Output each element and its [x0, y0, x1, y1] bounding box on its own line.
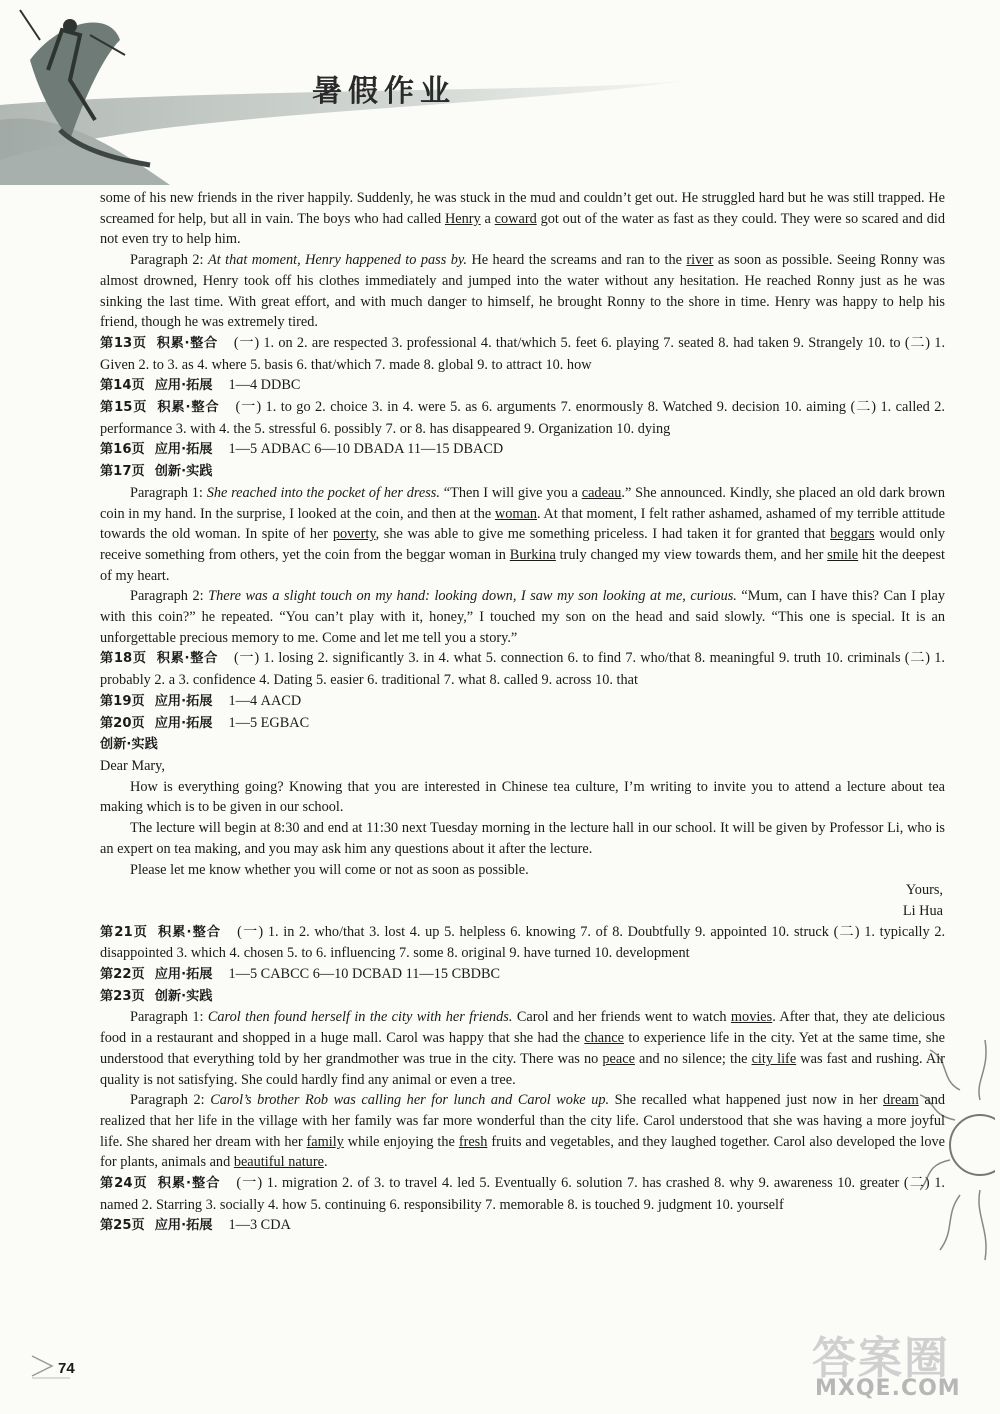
letter-paragraph-1: How is everything going? Knowing that you are interested in Chinese tea culture, I’m writing to invite you to attend a lecture about tea making which is to be given in our school. — [100, 778, 945, 816]
page-23-heading: 第23页 创新·实践 — [100, 988, 213, 1004]
header-title: 暑假作业 — [312, 74, 456, 109]
page-23-paragraph-1: Paragraph 1: Carol then found herself in the city with her friends. Carol and her friends went to watch movies. After that, they ate delicious food in a restaurant and shopped in a huge mall. Carol was happy that she had the chance to experience life in the city. Yet at the same time, she understood that everything told by her grandmother was true in the city. There was no peace and no silence; the city life was fast and rushing. Air quality is not satisfying. She could hardly find any animal or even a tree. — [100, 1009, 946, 1088]
page-16-answers: 第16页 应用·拓展 1—5 ADBAC 6—10 DBADA 11—15 DBACD — [100, 441, 504, 458]
page-19-answers: 第19页 应用·拓展 1—4 AACD — [100, 692, 302, 709]
letter-signature: Li Hua — [902, 902, 943, 919]
page-17-paragraph-1: Paragraph 1: She reached into the pocket of her dress. “Then I will give you a cadeau.” She announced. Kindly, she placed an old dark brown coin in my hand. In the surprise, I looked at the coin, and then at the woman. At that moment, I felt rather ashamed, ashamed of my terrible attitude towards the old woman. In spite of her poverty, she was able to give me something priceless. I had taken it for granted that beggars would only receive something from others, yet the coin from the beggar woman in Burkina truly changed my view towards them, and her smile hit the deepest of my heart. — [100, 484, 945, 584]
page-17-heading: 第17页 创新·实践 — [100, 464, 213, 480]
page-23-paragraph-2: Paragraph 2: Carol’s brother Rob was calling her for lunch and Carol woke up. She recalled what happened just now in her dream and realized that her life in the village with her family was far more wonderful than the city life. Carol understood that she was having a more joyful life. She shared her dream with her family while enjoying the fresh fruits and vegetables, and they laughed together. Carol also developed the love for plants, animals and beautiful nature. — [100, 1092, 946, 1171]
page-18-answers: 第18页 积累·整合 (一) 1. losing 2. significantly 3. in 4. what 5. connection 6. to find 7. who/that 8. meaningful 9. truth 10. criminals (二) 1. probably 2. a 3. confidence 4. Dating 5. easier 6. traditional 7. what 8. called 9. across 10. that — [100, 650, 945, 689]
intro-paragraph-1: some of his new friends in the river happily. Suddenly, he was stuck in the mud and couldn’t get out. He struggled hard but he was still trapped. He screamed for help, but all in vain. The boys who had called Henry a coward got out of the water as fast as they could. They were so scared and did not even try to help him. — [100, 190, 946, 248]
letter-closing: Yours, — [905, 882, 943, 899]
watermark-domain: MXQE.COM — [815, 1376, 961, 1401]
surfer-illustration — [0, 0, 1000, 190]
page-20-creative-heading: 创新·实践 — [100, 737, 158, 753]
letter-paragraph-3: Please let me know whether you will come or not as soon as possible. — [130, 861, 529, 878]
letter-paragraph-2: The lecture will begin at 8:30 and end at 11:30 next Tuesday morning in the lecture hall in our school. It will be given by Professor Li, who is an expert on tea making, and you may ask him any questions about it after the lecture. — [100, 820, 945, 857]
page-15-answers: 第15页 积累·整合 (一) 1. to go 2. choice 3. in 4. were 5. as 6. arguments 7. enormously 8. Watched 9. decision 10. aiming (二) 1. called 2. performance 3. with 4. the 5. stressful 6. possibly 7. or 8. has disappeared 9. Organization 10. dying — [100, 399, 945, 437]
page-22-answers: 第22页 应用·拓展 1—5 CABCC 6—10 DCBAD 11—15 CBDBC — [100, 966, 501, 983]
page-20-answers: 第20页 应用·拓展 1—5 EGBAC — [100, 714, 310, 731]
page-24-answers: 第24页 积累·整合 (一) 1. migration 2. of 3. to travel 4. led 5. Eventually 6. solution 7. has crashed 8. why 9. awareness 10. greater (二) 1. named 2. Starring 3. socially 4. how 5. continuing 6. responsibility 7. memorable 8. is touched 9. judgment 10. yourself — [100, 1175, 945, 1213]
page-17-paragraph-2: Paragraph 2: There was a slight touch on my hand: looking down, I saw my son looking at me, curious. “Mum, can I have this? Can I play with this coin?” he repeated. “You can’t play with it, honey,” I touched my son on the head and said slowly. “This one is special. It is an unforgettable precious memory to me. Come and let me tell you a story.” — [100, 588, 945, 646]
page-number: 74 — [58, 1360, 75, 1377]
page-25-answers: 第25页 应用·拓展 1—3 CDA — [100, 1217, 291, 1234]
answer-content — [100, 188, 945, 1237]
page-14-answers: 第14页 应用·拓展 1—4 DDBC — [100, 377, 301, 394]
page-21-answers: 第21页 积累·整合 (一) 1. in 2. who/that 3. lost 4. up 5. helpless 6. knowing 7. of 8. Doubtfully 9. appointed 10. struck (二) 1. typically 2. disappointed 3. which 4. chosen 5. to 6. influencing 7. some 8. original 9. have turned 10. development — [100, 923, 946, 962]
intro-paragraph-2: Paragraph 2: At that moment, Henry happened to pass by. He heard the screams and ran to the river as soon as possible. Seeing Ronny was almost drowned, Henry took off his clothes immediately and jumped into the water without any hesitation. He reached Ronny just as he was sinking the last time. With great effort, and with much danger to himself, he brought Ronny to the shore in time. Henry was happy to help his friend, though he was extremely tired. — [100, 252, 946, 331]
page-13-answers: 第13页 积累·整合 (一) 1. on 2. are respected 3. professional 4. that/which 5. feet 6. playing 7. seated 8. had taken 9. Strangely 10. to (二) 1. Given 2. to 3. as 4. where 5. basis 6. that/which 7. made 8. global 9. to attract 10. how — [100, 334, 946, 373]
page-header — [0, 0, 1000, 190]
letter-salutation: Dear Mary, — [100, 757, 165, 774]
watermark-logo: 答案圈 — [812, 1333, 950, 1384]
